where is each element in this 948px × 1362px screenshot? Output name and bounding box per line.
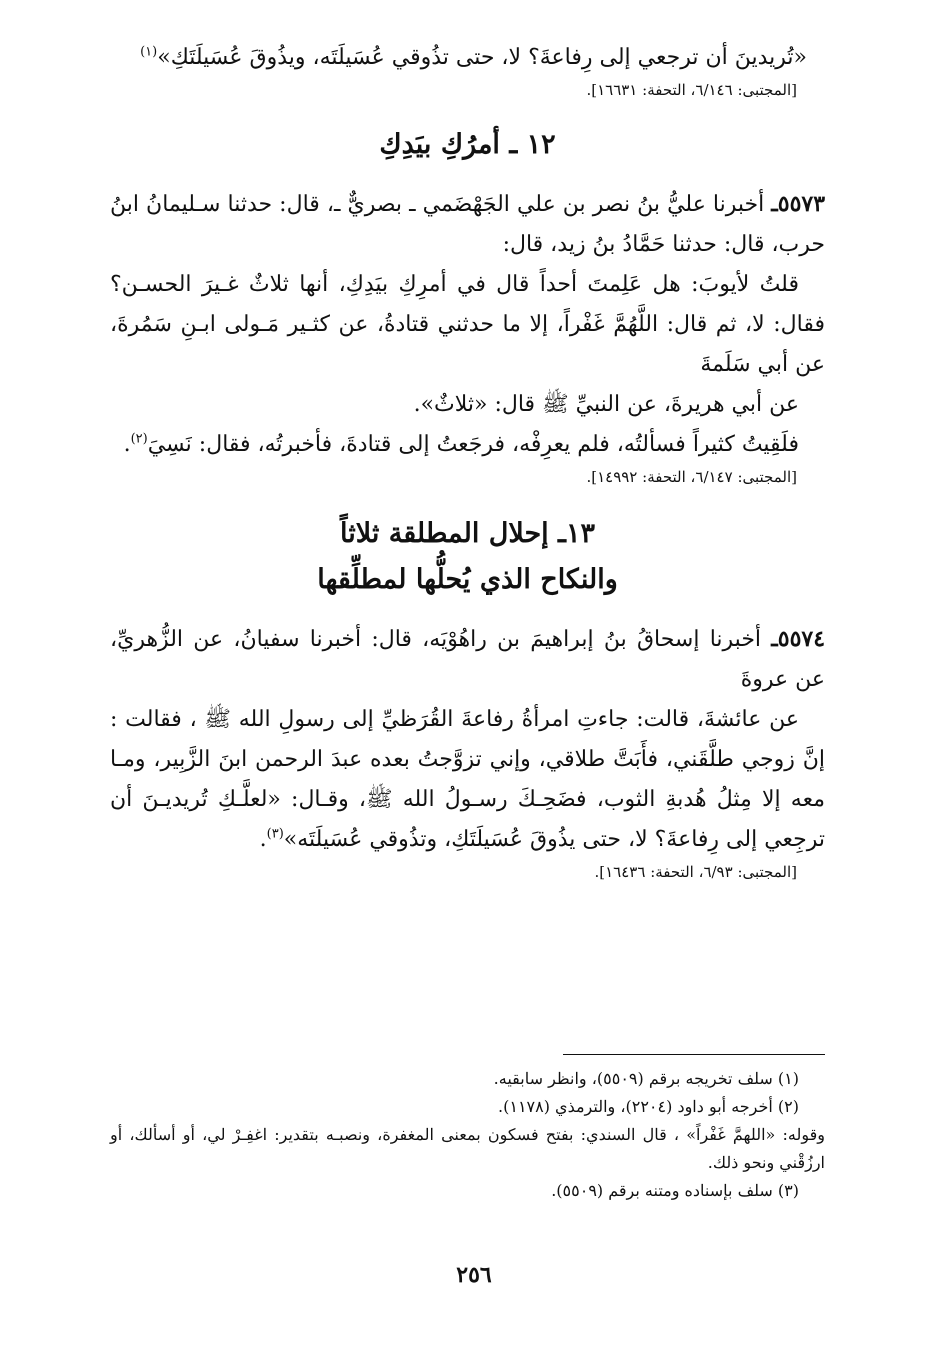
hadith-text: «تُريدينَ أن ترجعي إلى رِفاعةَ؟ لا، حتى تذُوقي عُسَيلَتَه، ويذُوقَ عُسَيلَتَكِ»: [157, 45, 807, 70]
footnote-marker[interactable]: (٣): [266, 826, 284, 842]
comment-text: فلَقِيتُ كثيراً فسألتُه، فلم يعرِفْه، فرجَعتُ إلى قتادةَ، فأخبرتُه، فقال: نَسِيَ: [147, 432, 799, 457]
isnad-text: أخبرنا عليُّ بنُ نصر بن علي الجَهْضَمي ـ بصريٌّ ـ، قال: حدثنا سـليمانُ ابنُ حرب، قال: حدثنا حَمَّادُ بنُ زيد، قال:: [110, 192, 825, 257]
hadith-5573-matn: عن أبي هريرةَ، عن النبيِّ ﷺ قال: «ثلاثٌ».: [413, 392, 799, 417]
chapter-heading-12: ١٢ ـ أمرُكِ بيَدِكِ: [379, 129, 556, 160]
page-number: ٢٥٦: [456, 1262, 492, 1288]
hadith-5573-isnad: [110, 184, 825, 265]
footnote-3: (٣) سلف بإسناده ومتنه برقم (٥٥٠٩).: [551, 1181, 799, 1200]
hadith-5573-comment: [110, 425, 825, 465]
footnote-marker[interactable]: (١): [140, 44, 158, 60]
footnote-marker[interactable]: (٢): [130, 431, 148, 447]
chapter-heading-13-line1: ١٣ـ إحلال المطلقة ثلاثاً: [340, 518, 595, 549]
period: .: [259, 827, 267, 852]
page-body: [110, 38, 825, 884]
hadith-5573-paragraph: قلتُ لأيوبَ: هل عَلِمتَ أحداً قال في أمرِكِ بيَدِكِ، أنها ثلاثٌ غـيرَ الحسـن؟ فقال: لا، ثم قال: اللَّهُمَّ غَفْراً، إلا ما حدثني قتادةُ، عن كثـير مَـولى ابـنِ سَمُرةَ، عن أبي سَلَمةَ: [110, 272, 825, 377]
footnote-separator: [563, 1054, 825, 1055]
hadith-5572-ending: [110, 38, 825, 78]
footnote-2-continuation: وقوله: «اللهمَّ غَفْراً» ، قال السندي: بفتح فسكون بمعنى المغفرة، ونصبـه بتقدير: اغفِـرْ لي، أو أسألك، أو ارزُقْني ونحو ذلك.: [110, 1125, 825, 1172]
hadith-number: ٥٥٧٤ـ: [771, 626, 826, 652]
footnote-1: (١) سلف تخريجه برقم (٥٥٠٩)، وانظر سابقيه.: [493, 1069, 799, 1088]
matn-text: عن عائشةَ، قالت: جاءتِ امرأةُ رفاعةَ القُرَظيِّ إلى رسولِ الله ﷺ ، فقالت : إنَّ زوجي طلَّقَني، فأَبَتَّ طلاقي، وإني تزوَّجتُ بعده عبدَ الرحمن ابنَ الزَّبِير، ومـا معه إلا مِثلُ هُدبةِ الثوب، فضَحِـكَ رسـولُ الله ﷺ، وقـال: «لعلَّـكِ تُريديـنَ أن ترجِعي إلى رِفاعةَ؟ لا، حتى يذُوقَ عُسَيلَتَكِ، وتذُوقي عُسَيلَتَه»: [110, 707, 825, 852]
isnad-text: أخبرنا إسحاقُ بنُ إبراهيمَ بن راهُوْيَه، قال: أخبرنا سفيانُ، عن الزُّهريِّ، عن عروةَ: [110, 627, 825, 692]
source-reference: [المجتبى: ٦/١٤٦، التحفة: ١٦٦٣١].: [586, 81, 797, 99]
footnote-2: (٢) أخرجه أبو داود (٢٢٠٤)، والترمذي (١١٧٨).: [498, 1097, 799, 1116]
hadith-number: ٥٥٧٣ـ: [771, 191, 826, 217]
chapter-heading-13-line2: والنكاح الذي يُحلُّها لمطلِّقها: [317, 564, 618, 595]
source-reference: [المجتبى: ٦/١٤٧، التحفة: ١٤٩٩٢].: [586, 468, 797, 486]
hadith-5574-matn: [110, 700, 825, 860]
hadith-5574-isnad: [110, 619, 825, 700]
period: .: [123, 432, 131, 457]
footnotes-section: [110, 1054, 825, 1205]
source-reference: [المجتبى: ٦/٩٣، التحفة: ١٦٤٣٦].: [594, 863, 797, 881]
